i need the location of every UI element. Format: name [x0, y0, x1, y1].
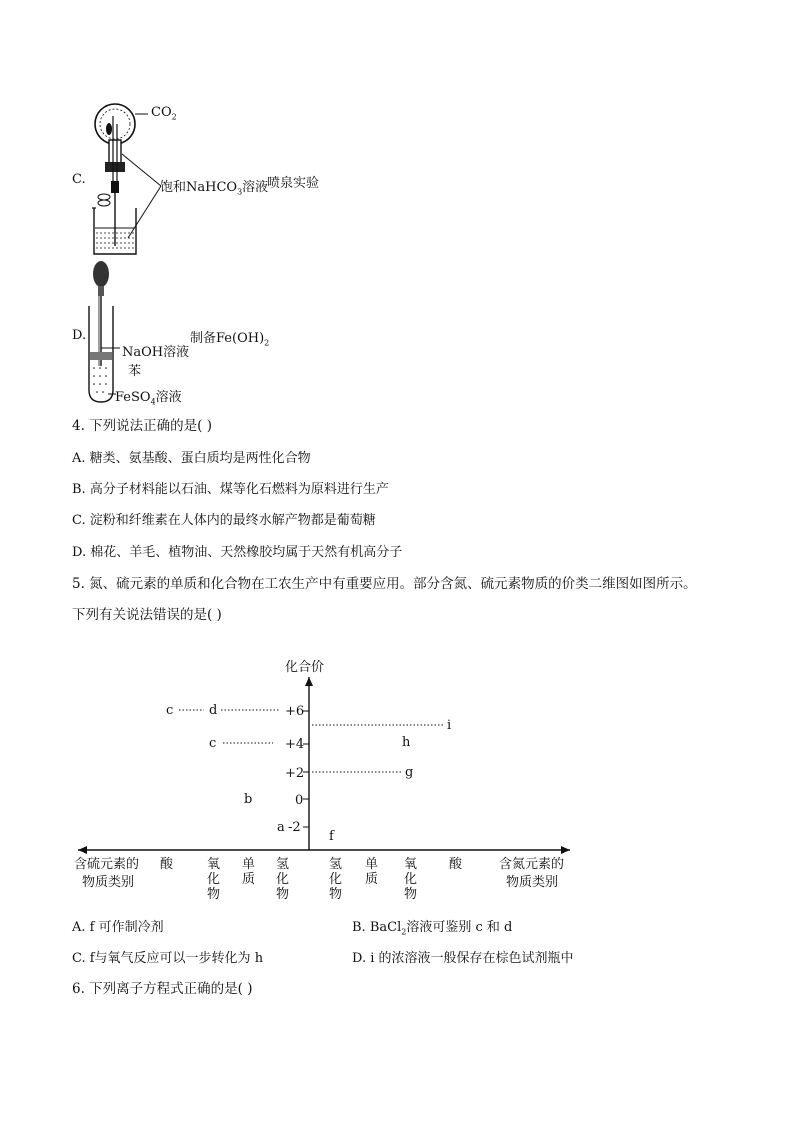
svg-text:氢: 氢	[329, 857, 343, 872]
valence-category-chart	[70, 655, 580, 900]
svg-text:化: 化	[404, 872, 418, 887]
svg-text:化: 化	[276, 872, 290, 887]
svg-text:氧: 氧	[207, 857, 221, 872]
point-c-acid: c	[166, 703, 174, 718]
question-5-option-a: A. f 可作制冷剂	[72, 920, 164, 935]
question-4-option-d: D. 棉花、羊毛、植物油、天然橡胶均属于天然有机高分子	[72, 545, 403, 560]
right-cat-oxide	[404, 857, 417, 900]
point-i: i	[447, 718, 452, 733]
question-4-stem: 4. 下列说法正确的是( )	[72, 418, 212, 434]
tick-plus2: +2	[285, 766, 305, 781]
point-c-oxide: c	[209, 736, 217, 751]
naoh-label: NaOH溶液	[122, 345, 190, 360]
fe-oh2-preparation-diagram	[84, 258, 194, 406]
tick-zero: 0	[295, 793, 304, 808]
svg-text:单: 单	[365, 857, 379, 872]
question-5-option-b: B. BaCl$_2$溶液可鉴别 c 和 d	[352, 920, 513, 937]
point-b: b	[244, 792, 253, 807]
point-h: h	[402, 735, 411, 750]
svg-text:化: 化	[207, 872, 221, 887]
right-cat-acid: 酸	[449, 857, 463, 872]
question-5-option-d: D. i 的浓溶液一般保存在棕色试剂瓶中	[352, 951, 574, 966]
svg-text:质: 质	[242, 872, 256, 887]
option-c-caption: 喷泉实验	[267, 176, 320, 191]
svg-text:物: 物	[276, 887, 290, 900]
svg-text:氧: 氧	[404, 857, 418, 872]
left-cat-oxide	[207, 857, 220, 900]
right-axis-label-2: 物质类别	[506, 875, 559, 890]
svg-text:化: 化	[329, 872, 343, 887]
tick-plus4: +4	[285, 737, 305, 752]
question-5-option-c: C. f与氧气反应可以一步转化为 h	[72, 951, 264, 966]
right-cat-hydride	[329, 857, 342, 900]
point-g: g	[405, 765, 414, 780]
nahco3-label: 饱和NaHCO$_3$溶液	[160, 180, 269, 197]
point-d: d	[209, 703, 218, 718]
tick-minus2: -2	[288, 820, 301, 835]
right-axis-label-1: 含氮元素的	[499, 857, 565, 872]
right-cat-element	[365, 857, 378, 887]
svg-text:质: 质	[365, 872, 379, 887]
svg-text:物: 物	[404, 887, 418, 900]
question-6-stem: 6. 下列离子方程式正确的是( )	[72, 981, 253, 997]
left-cat-hydride	[276, 857, 289, 900]
option-d-caption: 制备$Fe(OH)_2$	[190, 331, 270, 348]
point-f: f	[329, 829, 334, 844]
option-c-letter: C.	[72, 172, 86, 187]
left-cat-acid: 酸	[160, 857, 174, 872]
left-axis-label-1: 含硫元素的	[74, 857, 140, 872]
left-cat-element	[242, 857, 255, 887]
question-4-option-a: A. 糖类、氨基酸、蛋白质均是两性化合物	[72, 451, 311, 466]
question-4-option-b: B. 高分子材料能以石油、煤等化石燃料为原料进行生产	[72, 482, 389, 497]
question-5-stem-line2: 下列有关说法错误的是( )	[72, 607, 222, 623]
co2-label: $CO_2$	[151, 105, 177, 122]
option-d-letter: D.	[72, 328, 87, 343]
benzene-label: 苯	[128, 364, 142, 379]
tick-plus6: +6	[285, 704, 305, 719]
question-5-stem-line1: 5. 氮、硫元素的单质和化合物在工农生产中有重要应用。部分含氮、硫元素物质的价类二维图如图所示。	[72, 576, 697, 592]
svg-text:物: 物	[329, 887, 343, 900]
left-axis-label-2: 物质类别	[82, 875, 135, 890]
feso4-label: FeSO$_4$溶液	[115, 390, 182, 407]
point-a: a	[277, 820, 285, 835]
svg-text:单: 单	[242, 857, 256, 872]
chart-ylabel: 化合价	[285, 660, 325, 675]
question-4-option-c: C. 淀粉和纤维素在人体内的最终水解产物都是葡萄糖	[72, 513, 376, 528]
svg-text:氢: 氢	[276, 857, 290, 872]
svg-text:物: 物	[207, 887, 221, 900]
